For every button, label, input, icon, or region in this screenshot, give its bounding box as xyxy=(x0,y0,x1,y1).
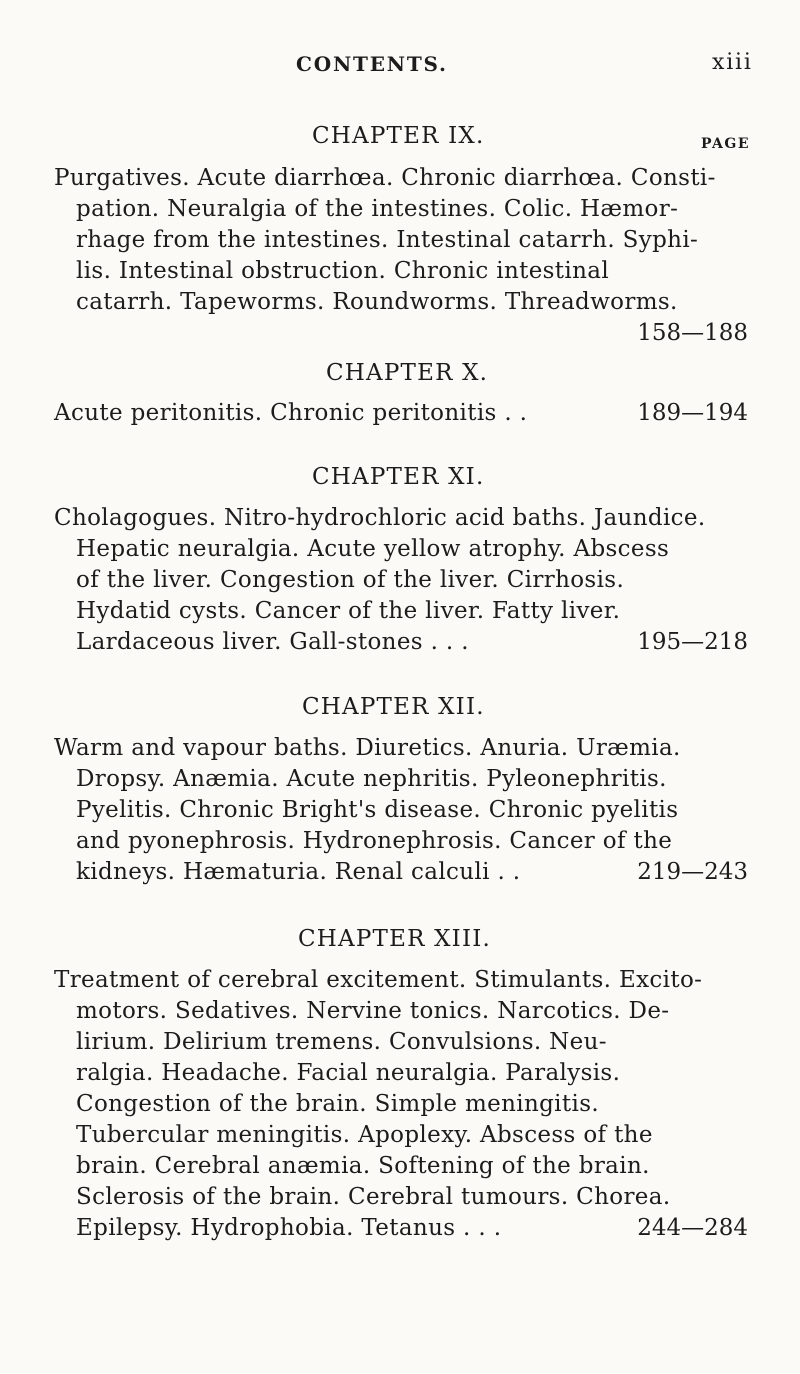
toc-entry-line: rhage from the intestines. Intestinal catarrh. Syphi- xyxy=(76,227,699,253)
toc-entry-line: Pyelitis. Chronic Bright's disease. Chronic pyelitis xyxy=(76,797,679,823)
toc-entry-line: Hydatid cysts. Cancer of the liver. Fatty liver. xyxy=(76,598,621,624)
toc-entry-line: Tubercular meningitis. Apoplexy. Abscess of the xyxy=(76,1122,653,1148)
toc-entry-line: and pyonephrosis. Hydronephrosis. Cancer of the xyxy=(76,828,673,854)
toc-entry-line: lirium. Delirium tremens. Convulsions. Neu- xyxy=(76,1029,607,1055)
toc-entry-line: Epilepsy. Hydrophobia. Tetanus . . . xyxy=(76,1215,502,1241)
page-range: 219—243 xyxy=(637,859,748,885)
toc-entry-line: Cholagogues. Nitro-hydrochloric acid baths. Jaundice. xyxy=(54,505,706,531)
toc-entry-line: Acute peritonitis. Chronic peritonitis . . xyxy=(54,400,528,426)
toc-entry-line: Hepatic neuralgia. Acute yellow atrophy. Abscess xyxy=(76,536,670,562)
page-range: 158—188 xyxy=(637,320,748,346)
toc-entry-line: pation. Neuralgia of the intestines. Colic. Hæmor- xyxy=(76,196,679,222)
chapter-heading: CHAPTER XIII. xyxy=(298,926,492,952)
page-column-label: PAGE xyxy=(701,136,750,152)
chapter-heading: CHAPTER IX. xyxy=(312,123,485,149)
toc-entry-line: ralgia. Headache. Facial neuralgia. Paralysis. xyxy=(76,1060,621,1086)
chapter-heading: CHAPTER XI. xyxy=(312,464,485,490)
toc-entry-line: Sclerosis of the brain. Cerebral tumours. Chorea. xyxy=(76,1184,671,1210)
toc-entry-line: motors. Sedatives. Nervine tonics. Narcotics. De- xyxy=(76,998,670,1024)
toc-entry-line: kidneys. Hæmaturia. Renal calculi . . xyxy=(76,859,521,885)
toc-entry-line: brain. Cerebral anæmia. Softening of the brain. xyxy=(76,1153,650,1179)
toc-entry-line: Dropsy. Anæmia. Acute nephritis. Pyleonephritis. xyxy=(76,766,667,792)
toc-entry-line: Warm and vapour baths. Diuretics. Anuria. Uræmia. xyxy=(54,735,681,761)
toc-entry-line: Purgatives. Acute diarrhœa. Chronic diarrhœa. Consti- xyxy=(54,165,716,191)
page-number: xiii xyxy=(712,50,753,75)
running-head-title: CONTENTS. xyxy=(296,52,448,76)
page-range: 244—284 xyxy=(637,1215,748,1241)
toc-entry-line: Lardaceous liver. Gall-stones . . . xyxy=(76,629,469,655)
toc-entry-line: catarrh. Tapeworms. Roundworms. Threadworms. xyxy=(76,289,678,315)
chapter-heading: CHAPTER X. xyxy=(326,360,489,386)
page-range: 195—218 xyxy=(637,629,748,655)
toc-entry-line: Treatment of cerebral excitement. Stimulants. Excito- xyxy=(54,967,703,993)
page-range: 189—194 xyxy=(637,400,748,426)
chapter-heading: CHAPTER XII. xyxy=(302,694,485,720)
toc-entry-line: Congestion of the brain. Simple meningitis. xyxy=(76,1091,600,1117)
toc-entry-line: lis. Intestinal obstruction. Chronic intestinal xyxy=(76,258,610,284)
toc-entry-line: of the liver. Congestion of the liver. Cirrhosis. xyxy=(76,567,625,593)
